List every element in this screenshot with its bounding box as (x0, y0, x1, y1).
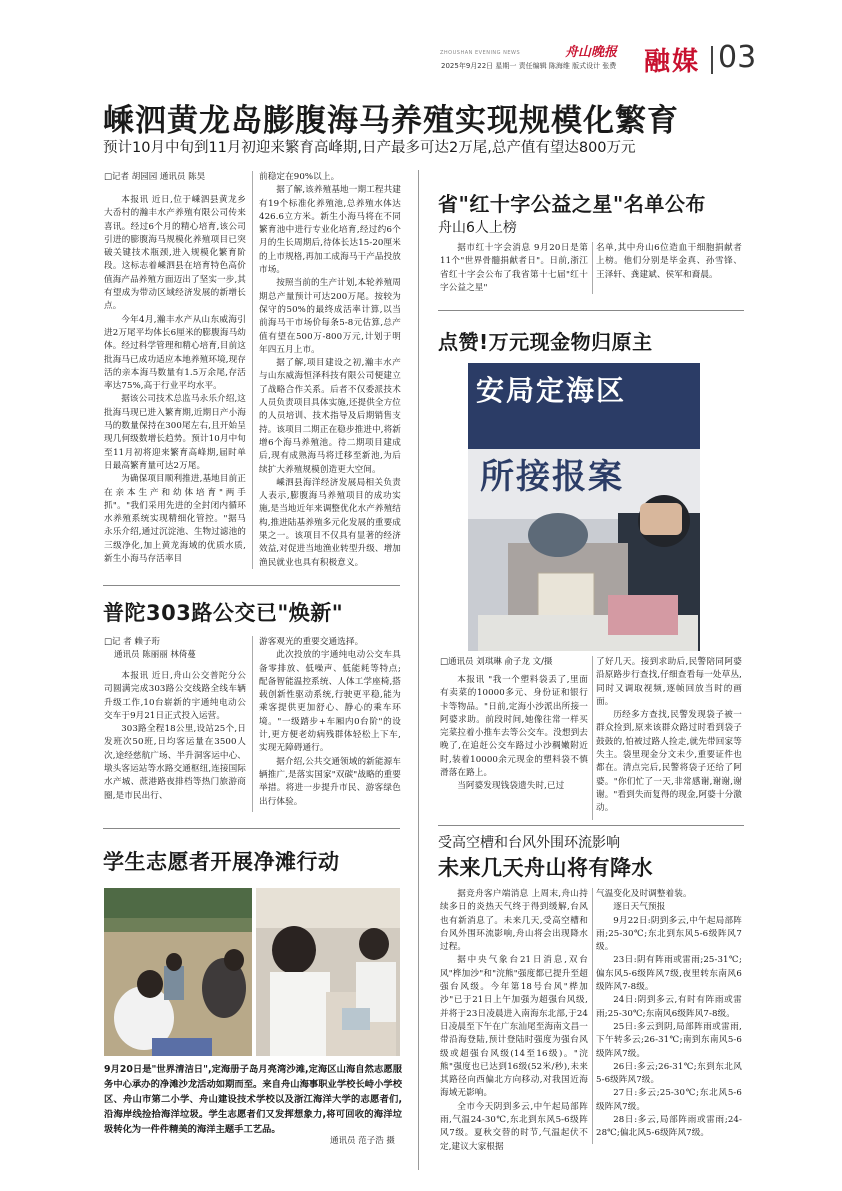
section-name: 融媒 (644, 47, 701, 77)
lead-column-2 (259, 171, 401, 570)
lead-paragraph: 为确保项目顺利推进,基地目前正在亲本生产和幼体培育"两手抓"。"我们采用先进的全封闭内循环水养殖系统实现精细化管控。"据马永乐介绍,通过沉淀池、生物过滤池的三级净化,加上黄龙海域的优质水质,新生小海马存活率目 (104, 474, 246, 565)
redcross-column-2 (596, 242, 742, 282)
bus-paragraph: 游客观光的重要交通选择。 (259, 637, 364, 647)
column-divider (592, 888, 593, 1144)
weather-paragraph: 全市今天阴到多云,中午起局部阵雨,气温24-30℃,东北到东风5-6级阵风7级。夏秋交替的时节,气温起伏不定,建议大家根据 (440, 1101, 588, 1152)
date-line: 2025年9月22日 星期一 责任编辑 陈海维 版式设计 张费 (441, 62, 617, 70)
bus-column-1 (104, 670, 246, 803)
cash-column-1 (440, 674, 588, 794)
cash-paragraph: 历经多方查找,民警发现袋子被一群众捡到,原来该群众路过时看到袋子鼓鼓的,怕被过路人捡走,就先带回家等失主。袋里现金分文未少,重要证件也都在。清点完后,民警将袋子还给了阿婆。"你们忙了一天,非常感谢,谢谢,谢谢。"看到失而复得的现金,阿婆十分激动。 (596, 710, 742, 814)
beach-headline: 学生志愿者开展净滩行动 (103, 850, 340, 874)
header-divider (711, 46, 713, 74)
forecast-day: 25日:多云到阴,局部阵雨或雷雨,下午转多云;26-31℃;南到东南风5-6级阵风7级。 (596, 1021, 742, 1059)
bus-byline-reporter: □记 者 赖子珩 (104, 637, 160, 647)
column-divider (592, 242, 593, 294)
bus-paragraph: 此次投放的宇通纯电动公交车具备零排放、低噪声、低能耗等特点;配备智能温控系统、人体工学座椅,搭载创新性驱动系统,行驶更平稳,能为乘客提供更加舒心、静心的乘车环境。"一级踏步+车厢内0台阶"的设计,更方便老幼病残群体轻松上下车,实现无障碍通行。 (259, 650, 401, 754)
lead-paragraph: 嵊泗县海洋经济发展局相关负责人表示,膨腹海马养殖项目的成功实施,是当地近年来调整优化水产养殖结构,推进陆基养殖多元化发展的重要成果之一。该项目不仅具有显著的经济效益,对促进当地渔业转型升级、增加渔民就业也具有积极意义。 (259, 477, 401, 568)
weather-paragraph: 据中央气象台21日消息,双台风"桦加沙"和"浣熊"强度都已提升至超强台风级。今年第18号台风"桦加沙"已于21日上午加强为超强台风级,并将于23日凌晨进入南海东北部,于24日凌晨至下午在广东汕尾至海南文昌一带沿海登陆,预计登陆时强度为强台风级或超强台风级(14至16级)。"浣熊"强度也已达到16级(52米/秒),未来其路径向西偏北方向移动,对我国近海海域无影响。 (440, 955, 588, 1099)
beach-photo-credit: 通讯员 范子浩 摄 (330, 1136, 395, 1146)
forecast-day: 24日:阴到多云,有时有阵雨或雷雨;25-30℃;东南风6级阵风7-8级。 (596, 995, 742, 1019)
beach-cleanup-photo-right (256, 888, 400, 1056)
weather-headline: 未来几天舟山将有降水 (438, 856, 653, 880)
redcross-subheadline: 舟山6人上榜 (438, 220, 517, 236)
cash-headline: 点赞!万元现金物归原主 (438, 330, 653, 354)
lead-paragraph: 据了解,该养殖基地一期工程共建有19个标准化养殖池,总养殖水体达426.6立方米。新生小海马将在不同繁育池中进行专业化培育,经过约6个月的生长周期后,待体长达15-20厘米的上市规格,再加工成海马干产品投放市场。 (259, 185, 401, 276)
lead-byline: □记者 胡园园 通讯员 陈昊 (104, 172, 206, 182)
weather-kicker: 受高空槽和台风外围环流影响 (438, 835, 620, 851)
weather-paragraph: 据竞舟客户端消息 上周末,舟山持续多日的炎热天气终于得到缓解,台风也有新消息了。未来几天,受高空槽和台风外围环流影响,舟山将会出现降水过程。 (440, 889, 588, 953)
beach-cleanup-photo-left-drawing (104, 888, 252, 1056)
cash-paragraph: 当阿婆发现钱袋遗失时,已过 (457, 781, 565, 792)
lead-paragraph: 今年4月,瀚丰水产从山东威海引进2万尾平均体长6厘米的膨腹海马幼体。经过科学管理和精心培育,目前这批海马已成功适应本地养殖环境,现存活的亲本海马数量有1.5万余尾,存活率达75%,高于行业平均水平。 (104, 314, 246, 392)
lead-paragraph: 前稳定在90%以上。 (259, 172, 340, 182)
column-divider (252, 171, 253, 569)
beach-cleanup-photo-right-drawing (256, 888, 400, 1056)
photo-sign-text: 所接报案 (480, 457, 624, 497)
forecast-day: 9月22日:阴到多云,中午起局部阵雨;25-30℃;东北到东风5-6级阵风7级。 (596, 915, 742, 953)
page-number: 03 (718, 40, 757, 75)
section-divider (438, 310, 744, 311)
section-divider (438, 825, 744, 826)
forecast-day: 28日:多云,局部阵雨或雷雨;24-28℃;偏北风5-6级阵风7级。 (596, 1115, 742, 1139)
redcross-headline: 省"红十字公益之星"名单公布 (438, 192, 706, 216)
page-column-divider (418, 170, 419, 1170)
masthead-english-name: ZHOUSHAN EVENING NEWS (440, 50, 521, 56)
column-divider (592, 656, 593, 820)
cash-column-2 (596, 656, 742, 816)
newspaper-logo: 舟山晚报 (565, 45, 618, 60)
lead-paragraph: 本报讯 近日,位于嵊泗县黄龙乡大岙村的瀚丰水产养殖有限公司传来喜讯。经过6个月的精心培育,该公司引进的膨腹海马规模化养殖项目已突破关键技术瓶颈,进入规模化繁育阶段。这标志着嵊泗县在培育特色高价值海产品养殖方面迈出了坚实一步,其有望成为带动区域经济发展的新增长点。 (104, 195, 246, 312)
lead-paragraph: 据了解,项目建设之初,瀚丰水产与山东威海恒泽科技有限公司便建立了战略合作关系。后者不仅委派技术人员负责项目具体实施,还提供全方位的人员培训、技术指导及后期销售支持。该项目二期正在稳步推进中,将新增6个海马养殖池。待二期项目建成后,现有成熟海马将迁移至新池,为后续扩大养殖规模创造更大空间。 (259, 358, 401, 475)
forecast-day: 23日:阴有阵雨或雷雨;25-31℃;偏东风5-6级阵风7级,夜里转东南风6级阵风7-8级。 (596, 955, 742, 993)
cash-paragraph: 了好几天。接到求助后,民警陪同阿婆沿原路步行查找,仔细查看每一处草丛,同时又调取视频,逐帧回放当时的画面。 (596, 657, 742, 707)
forecast-heading: 逐日天气预报 (613, 902, 666, 913)
bus-paragraph: 本报讯 近日,舟山公交普陀分公司圆满完成303路公交线路全线车辆升级工作,10台崭新的宇通纯电动公交车于9月21日正式投入运营。 (104, 671, 246, 721)
bus-column-2 (259, 636, 401, 809)
cash-paragraph: 本报讯 "我一个塑料袋丢了,里面有卖菜的10000多元、身份证和银行卡等物品。"日前,定海小沙派出所接一阿婆求助。前段时间,她像往常一样买完菜拉着小推车去等公交车。没想到去晚了,在追赶公交车路过小沙稠嫩附近时,装着10000余元现金的塑料袋不慎滑落在路上。 (440, 675, 588, 779)
forecast-day: 26日:多云;26-31℃;东到东北风5-6级阵风7级。 (596, 1061, 742, 1086)
redcross-paragraph: 名单,其中舟山6位造血干细胞捐献者上榜。他们分别是毕金真、孙雪锋、王泽轩、龚建斌、侯军和裔晨。 (596, 243, 742, 280)
bus-paragraph: 据介绍,公共交通领域的新能源车辆推广,是落实国家"双碳"战略的重要举措。将进一步提升市民、游客绿色出行体验。 (259, 756, 401, 807)
weather-column-2 (596, 888, 742, 1141)
weather-column-1 (440, 888, 588, 1154)
section-divider (103, 828, 400, 829)
photo-sign-text: 安局定海区 (476, 374, 627, 407)
lead-headline: 嵊泗黄龙岛膨腹海马养殖实现规模化繁育 (103, 103, 679, 139)
lead-subheadline: 预计10月中旬到11月初迎来繁育高峰期,日产最多可达2万尾,总产值有望达800万元 (103, 140, 636, 156)
forecast-day: 27日:多云;25-30℃;东北风5-6级阵风7级。 (596, 1088, 742, 1112)
lead-paragraph: 按照当前的生产计划,本轮养殖周期总产量预计可达200万尾。按较为保守的50%的最终成活率计算,以当前海马干市场价每条5-8元估算,总产值有望在500万-800万元,计划于明年四五月上市。 (259, 278, 401, 355)
lead-paragraph: 据该公司技术总监马永乐介绍,这批海马现已进入繁育期,近期日产小海马的数量保持在300尾左右,且开始呈现几何级数增长趋势。预计10月中旬至11月初将迎来繁育高峰期,届时单日最高繁育量可达2万尾。 (104, 394, 246, 471)
bus-paragraph: 303路全程18公里,设站25个,日发班次50班,日均客运量在3500人次,途经慈航广场、半升洞客运中心、墩头客运站等水路交通枢纽,连接国际水产城、蔗港路夜排档等热门旅游商圈,是市民出行、 (104, 724, 246, 801)
bus-headline: 普陀303路公交已"焕新" (103, 601, 344, 625)
bus-byline-correspondents: 通讯员 陈丽丽 林倚蔓 (114, 650, 196, 660)
redcross-column-1 (440, 242, 588, 295)
section-divider (103, 585, 400, 586)
beach-caption: 9月20日是"世界清洁日",定海册子岛月亮湾沙滩,定海区山海自然志愿服务中心承办的净滩沙龙活动如期而至。来自舟山海事职业学校长峙小学校区、舟山市第二小学、舟山建设技术学校以及浙江海洋大学的志愿者们,沿海岸线捡拾海洋垃圾。学生志愿者们又发挥想象力,将可回收的海洋垃圾转化为一件件精美的海洋主题手工艺品。 (104, 1064, 402, 1135)
column-divider (252, 636, 253, 812)
cash-byline: □通讯员 刘琪琳 俞子龙 文/摄 (440, 657, 553, 667)
weather-paragraph: 气温变化及时调整着装。 (596, 889, 692, 899)
lead-column-1 (104, 194, 246, 566)
redcross-paragraph: 据市红十字会消息 9月20日是第11个"世界骨髓捐献者日"。日前,浙江省红十字会公布了我省第十七届"红十字公益之星" (440, 243, 588, 293)
beach-cleanup-photo-left (104, 888, 252, 1056)
police-station-photo (468, 363, 700, 651)
